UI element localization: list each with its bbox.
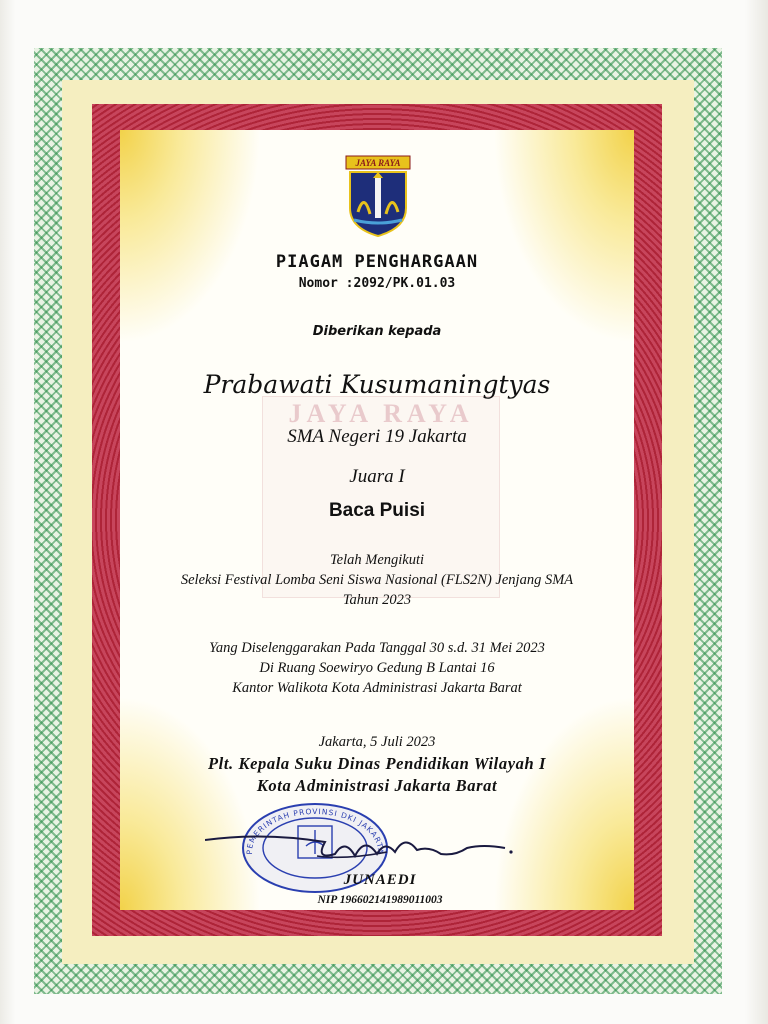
- signer-name: JUNAEDI: [343, 872, 417, 888]
- given-to-label: Diberikan kepada: [312, 324, 442, 339]
- jaya-raya-emblem-icon: [340, 152, 416, 238]
- recipient-school: SMA Negeri 19 Jakarta: [287, 426, 467, 447]
- seal-text: PEMERINTAH PROVINSI DKI JAKARTA: [244, 806, 386, 855]
- venue-block: [120, 638, 634, 698]
- venue-line-3: Kantor Walikota Kota Administrasi Jakarta Barat: [232, 680, 522, 696]
- award-event: Baca Puisi: [328, 500, 426, 521]
- participation-line-1: Telah Mengikuti: [329, 552, 425, 568]
- participation-line-3: Tahun 2023: [342, 592, 412, 608]
- place-date: Jakarta, 5 Juli 2023: [318, 734, 436, 750]
- venue-line-2: Di Ruang Soewiryo Gedung B Lantai 16: [259, 660, 495, 676]
- award-rank: Juara I: [349, 466, 405, 487]
- certificate-number: Nomor :2092/PK.01.03: [298, 276, 456, 291]
- venue-line-1: Yang Diselenggarakan Pada Tanggal 30 s.d. 31 Mei 2023: [209, 640, 545, 656]
- recipient-name: Prabawati Kusumaningtyas: [203, 370, 551, 399]
- signature-mark: [205, 826, 525, 868]
- certificate-title: PIAGAM PENGHARGAAN: [275, 252, 479, 272]
- signer-nip: NIP 196602141989011003: [317, 894, 443, 906]
- emblem-motto: JAYA RAYA: [355, 158, 401, 168]
- participation-block: [120, 550, 634, 610]
- watermark-text: JAYA RAYA: [288, 399, 474, 428]
- official-title-line-1: Plt. Kepala Suku Dinas Pendidikan Wilayah I: [208, 754, 546, 773]
- official-title-line-2: Kota Administrasi Jakarta Barat: [256, 776, 498, 795]
- participation-line-2: Seleksi Festival Lomba Seni Siswa Nasional (FLS2N) Jenjang SMA: [180, 572, 574, 588]
